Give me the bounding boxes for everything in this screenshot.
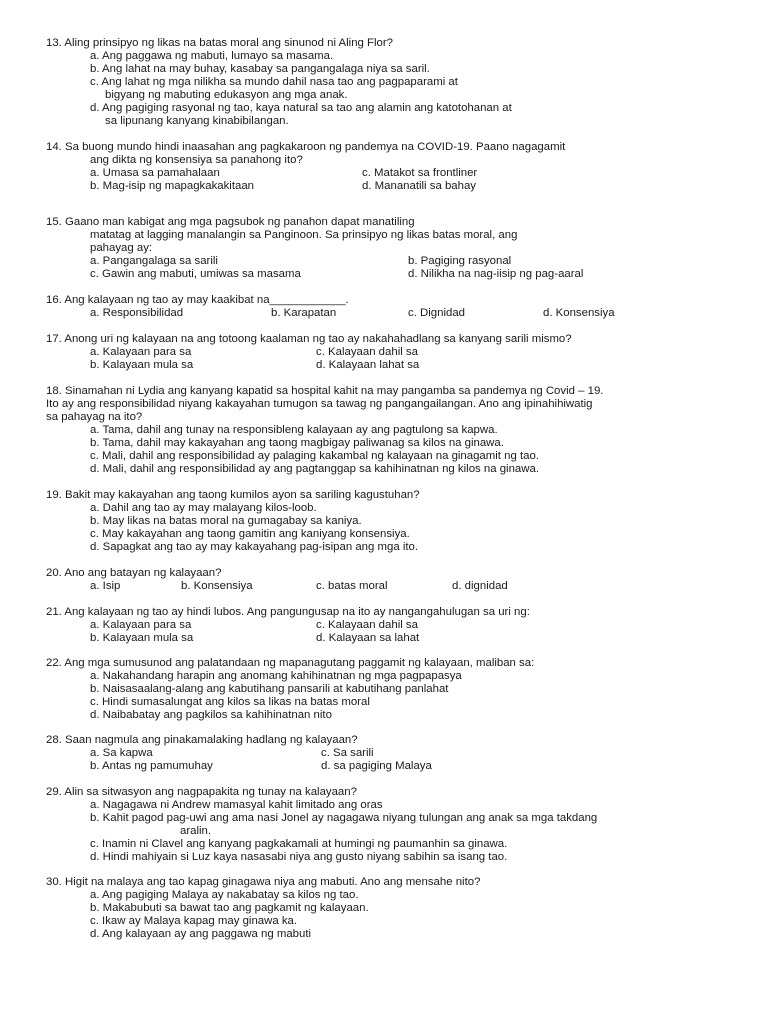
question-19-option-d: d. Sapagkat ang tao ay may kakayahang pag-isipan ang mga ito. xyxy=(90,541,419,553)
question-13-option-b: b. Ang lahat na may buhay, kasabay sa pangangalaga niya sa saril. xyxy=(90,63,430,75)
question-14-option-b: b. Mag-isip ng mapagkakakitaan xyxy=(90,180,254,192)
question-15-option-b: b. Pagiging rasyonal xyxy=(408,255,512,267)
question-15-stem-continued: matatag at lagging manalangin sa Panginoon. Sa prinsipyo ng likas batas moral, ang xyxy=(90,229,518,241)
question-16-stem: 16. Ang kalayaan ng tao ay may kaakibat na____________. xyxy=(46,294,349,306)
question-15-stem-continued-2: pahayag ay: xyxy=(90,242,153,254)
question-15-option-c: c. Gawin ang mabuti, umiwas sa masama xyxy=(90,268,301,280)
question-13-stem: 13. Aling prinsipyo ng likas na batas moral ang sinunod ni Aling Flor? xyxy=(46,37,393,49)
question-13-option-a: a. Ang paggawa ng mabuti, lumayo sa masama. xyxy=(90,50,334,62)
question-18-stem-continued-2: sa pahayag na ito? xyxy=(46,411,143,423)
question-13-option-d: d. Ang pagiging rasyonal ng tao, kaya natural sa tao ang alamin ang katotohanan at xyxy=(90,102,512,114)
question-28-stem: 28. Saan nagmula ang pinakamalaking hadlang ng kalayaan? xyxy=(46,734,358,746)
question-21-option-d: d. Kalayaan sa lahat xyxy=(316,632,420,644)
question-28-option-d: d. sa pagiging Malaya xyxy=(321,760,432,772)
question-22-option-b: b. Naisasaalang-alang ang kabutihang pansarili at kabutihang panlahat xyxy=(90,683,449,695)
question-16-option-a: a. Responsibilidad xyxy=(90,307,184,319)
question-17-stem: 17. Anong uri ng kalayaan na ang totoong kaalaman ng tao ay nakahahadlang sa kanyang sarili mismo? xyxy=(46,333,572,345)
question-15-stem: 15. Gaano man kabigat ang mga pagsubok ng panahon dapat manatiling xyxy=(46,216,415,228)
question-21-stem: 21. Ang kalayaan ng tao ay hindi lubos. Ang pangungusap na ito ay nangangahulugan sa uri ng: xyxy=(46,606,530,618)
question-19-stem: 19. Bakit may kakayahan ang taong kumilos ayon sa sariling kagustuhan? xyxy=(46,489,420,501)
question-19-option-a: a. Dahil ang tao ay may malayang kilos-loob. xyxy=(90,502,317,514)
question-29-option-c: c. Inamin ni Clavel ang kanyang pagkakamali at humingi ng paumanhin sa ginawa. xyxy=(90,838,508,850)
question-14-option-d: d. Mananatili sa bahay xyxy=(362,180,476,192)
question-13-option-c-continued: bigyang ng mabuting edukasyon ang mga anak. xyxy=(105,89,348,101)
question-19-option-c: c. May kakayahan ang taong gamitin ang kaniyang konsensiya. xyxy=(90,528,410,540)
question-15-option-d: d. Nilikha na nag-iisip ng pag-aaral xyxy=(408,268,584,280)
question-13-option-d-continued: sa lipunang kanyang kinabibilangan. xyxy=(105,115,289,127)
question-18-option-c: c. Mali, dahil ang responsibilidad ay palaging kakambal ng kalayaan na ginagamit ng tao. xyxy=(90,450,539,462)
question-16-option-d: d. Konsensiya xyxy=(543,307,615,319)
question-22-option-c: c. Hindi sumasalungat ang kilos sa likas na batas moral xyxy=(90,696,370,708)
question-17-option-b: b. Kalayaan mula sa xyxy=(90,359,194,371)
question-20-option-a: a. Isip xyxy=(90,580,121,592)
question-30-stem: 30. Higit na malaya ang tao kapag ginagawa niya ang mabuti. Ano ang mensahe nito? xyxy=(46,876,481,888)
question-30-option-d: d. Ang kalayaan ay ang paggawa ng mabuti xyxy=(90,928,312,940)
question-14-option-c: c. Matakot sa frontliner xyxy=(362,167,478,179)
question-15-option-a: a. Pangangalaga sa sarili xyxy=(90,255,218,267)
question-22-stem: 22. Ang mga sumusunod ang palatandaan ng mapanagutang paggamit ng kalayaan, maliban sa: xyxy=(46,657,535,669)
question-18-stem-continued: Ito ay ang responsibilidad niyang kakayahan tumugon sa tawag ng pangangailangan. Ano ang ipinahihiwatig xyxy=(46,398,593,410)
question-21-option-a: a. Kalayaan para sa xyxy=(90,619,192,631)
question-17-option-d: d. Kalayaan lahat sa xyxy=(316,359,420,371)
question-14-stem: 14. Sa buong mundo hindi inaasahan ang pagkakaroon ng pandemya na COVID-19. Paano nagagamit xyxy=(46,141,566,153)
question-28-option-b: b. Antas ng pamumuhay xyxy=(90,760,213,772)
question-18-option-b: b. Tama, dahil may kakayahan ang taong magbigay paliwanag sa kilos na ginawa. xyxy=(90,437,504,449)
question-21-option-c: c. Kalayaan dahil sa xyxy=(316,619,418,631)
question-28-option-c: c. Sa sarili xyxy=(321,747,374,759)
question-20-stem: 20. Ano ang batayan ng kalayaan? xyxy=(46,567,222,579)
question-14-option-a: a. Umasa sa pamahalaan xyxy=(90,167,220,179)
question-22-option-d: d. Naibabatay ang pagkilos sa kahihinatnan nito xyxy=(90,709,332,721)
question-20-option-b: b. Konsensiya xyxy=(181,580,253,592)
question-14-stem-continued: ang dikta ng konsensiya sa panahong ito? xyxy=(90,154,303,166)
question-20-option-c: c. batas moral xyxy=(316,580,388,592)
question-30-option-a: a. Ang pagiging Malaya ay nakabatay sa kilos ng tao. xyxy=(90,889,359,901)
question-28-option-a: a. Sa kapwa xyxy=(90,747,153,759)
question-18-option-a: a. Tama, dahil ang tunay na responsibleng kalayaan ay ang pagtulong sa kapwa. xyxy=(90,424,498,436)
question-29-option-a: a. Nagagawa ni Andrew mamasyal kahit limitado ang oras xyxy=(90,799,383,811)
question-19-option-b: b. May likas na batas moral na gumagabay sa kaniya. xyxy=(90,515,362,527)
question-18-stem: 18. Sinamahan ni Lydia ang kanyang kapatid sa hospital kahit na may pangamba sa pandemya ng Covid – 19. xyxy=(46,385,604,397)
question-17-option-c: c. Kalayaan dahil sa xyxy=(316,346,418,358)
question-22-option-a: a. Nakahandang harapin ang anomang kahihinatnan ng mga pagpapasya xyxy=(90,670,462,682)
question-16-option-b: b. Karapatan xyxy=(271,307,337,319)
question-29-stem: 29. Alin sa sitwasyon ang nagpapakita ng tunay na kalayaan? xyxy=(46,786,357,798)
question-21-option-b: b. Kalayaan mula sa xyxy=(90,632,194,644)
question-20-option-d: d. dignidad xyxy=(452,580,508,592)
question-13-option-c: c. Ang lahat ng mga nilikha sa mundo dahil nasa tao ang pagpaparami at xyxy=(90,76,458,88)
question-17-option-a: a. Kalayaan para sa xyxy=(90,346,192,358)
question-29-option-b-continued: aralin. xyxy=(180,825,212,837)
question-16-option-c: c. Dignidad xyxy=(408,307,465,319)
question-30-option-b: b. Makabubuti sa bawat tao ang pagkamit ng kalayaan. xyxy=(90,902,369,914)
question-18-option-d: d. Mali, dahil ang responsibilidad ay ang pagtanggap sa kahihinatnan ng kilos na ginawa. xyxy=(90,463,539,475)
question-29-option-b: b. Kahit pagod pag-uwi ang ama nasi Jonel ay nagagawa niyang tulungan ang anak sa mga takdang xyxy=(90,812,598,824)
question-29-option-d: d. Hindi mahiyain si Luz kaya nasasabi niya ang gusto niyang sabihin sa isang tao. xyxy=(90,851,508,863)
question-30-option-c: c. Ikaw ay Malaya kapag may ginawa ka. xyxy=(90,915,298,927)
